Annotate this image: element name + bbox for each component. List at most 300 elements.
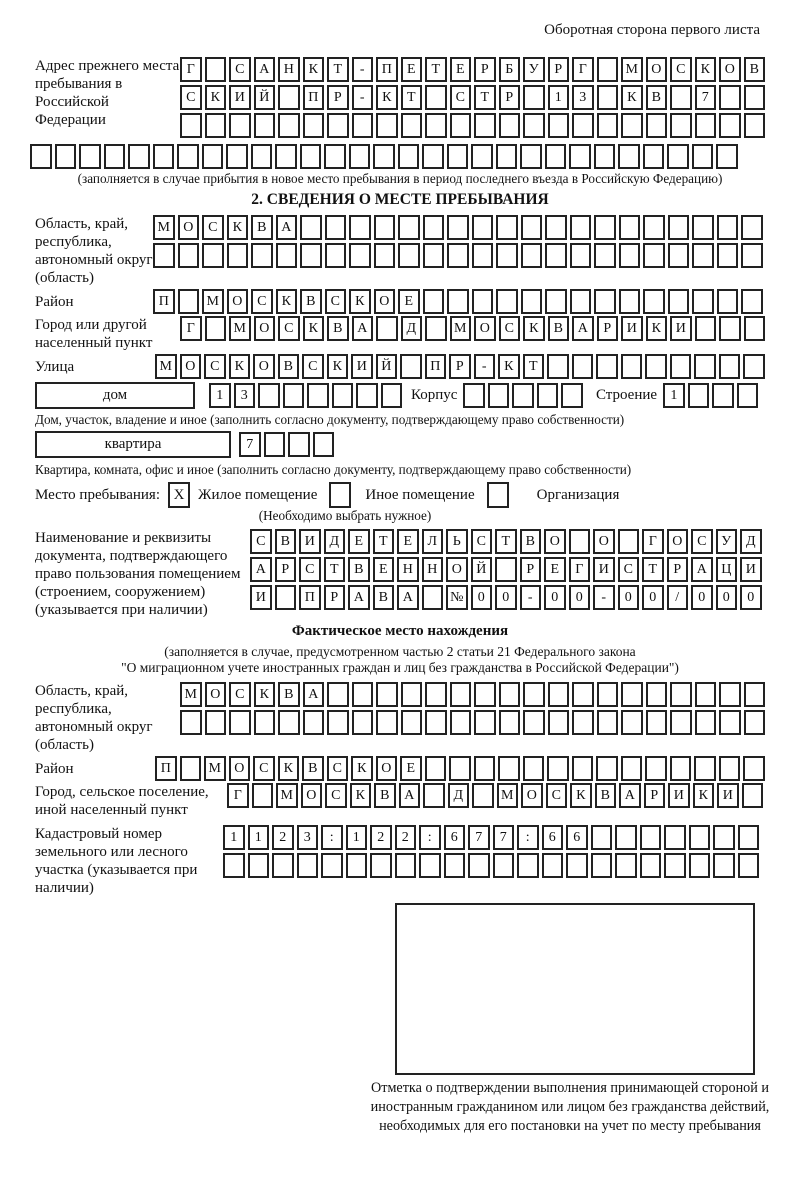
char-cell[interactable]: 0 [691, 585, 713, 610]
char-cell[interactable] [178, 243, 200, 268]
char-cell[interactable] [695, 316, 717, 341]
char-cell[interactable] [423, 783, 445, 808]
char-cell[interactable] [597, 113, 619, 138]
char-cell[interactable] [275, 585, 297, 610]
char-cell[interactable]: - [352, 57, 374, 82]
char-cell[interactable]: Р [327, 85, 349, 110]
char-cell[interactable] [79, 144, 101, 169]
char-cell[interactable]: О [205, 682, 227, 707]
char-cell[interactable]: Е [400, 756, 422, 781]
char-cell[interactable]: 7 [239, 432, 261, 457]
char-cell[interactable] [594, 289, 616, 314]
char-cell[interactable]: Н [397, 557, 419, 582]
char-cell[interactable]: О [446, 557, 468, 582]
char-cell[interactable]: О [227, 289, 249, 314]
char-cell[interactable]: Т [401, 85, 423, 110]
char-cell[interactable]: О [374, 289, 396, 314]
char-cell[interactable] [499, 682, 521, 707]
apartment-type-box[interactable]: квартира [35, 431, 231, 458]
char-cell[interactable] [444, 853, 466, 878]
char-cell[interactable] [254, 113, 276, 138]
char-cell[interactable]: Й [376, 354, 398, 379]
char-cell[interactable]: К [254, 682, 276, 707]
char-cell[interactable]: С [325, 289, 347, 314]
char-cell[interactable]: Д [401, 316, 423, 341]
char-cell[interactable] [264, 432, 286, 457]
char-cell[interactable] [300, 215, 322, 240]
char-cell[interactable]: И [670, 316, 692, 341]
char-cell[interactable] [640, 825, 662, 850]
char-cell[interactable]: А [276, 215, 298, 240]
char-cell[interactable] [472, 783, 494, 808]
char-cell[interactable] [744, 316, 766, 341]
char-cell[interactable] [741, 289, 763, 314]
char-cell[interactable] [313, 432, 335, 457]
char-cell[interactable] [177, 144, 199, 169]
char-cell[interactable] [419, 853, 441, 878]
char-cell[interactable] [572, 682, 594, 707]
char-cell[interactable] [621, 113, 643, 138]
char-cell[interactable] [496, 144, 518, 169]
char-cell[interactable] [321, 853, 343, 878]
char-cell[interactable] [717, 243, 739, 268]
char-cell[interactable]: Г [642, 529, 664, 554]
char-cell[interactable] [349, 243, 371, 268]
char-cell[interactable] [496, 243, 518, 268]
char-cell[interactable] [664, 825, 686, 850]
char-cell[interactable] [596, 354, 618, 379]
char-cell[interactable]: С [299, 557, 321, 582]
char-cell[interactable]: Д [448, 783, 470, 808]
char-cell[interactable] [566, 853, 588, 878]
char-cell[interactable]: К [498, 354, 520, 379]
char-cell[interactable] [423, 289, 445, 314]
char-cell[interactable]: 0 [740, 585, 762, 610]
char-cell[interactable] [670, 710, 692, 735]
char-cell[interactable]: Б [499, 57, 521, 82]
char-cell[interactable]: И [593, 557, 615, 582]
char-cell[interactable]: 7 [493, 825, 515, 850]
char-cell[interactable] [719, 85, 741, 110]
char-cell[interactable] [643, 289, 665, 314]
char-cell[interactable]: 1 [223, 825, 245, 850]
char-cell[interactable]: Т [324, 557, 346, 582]
char-cell[interactable] [664, 853, 686, 878]
char-cell[interactable] [738, 853, 760, 878]
char-cell[interactable] [512, 383, 534, 408]
checkbox-residential[interactable]: X [168, 482, 190, 508]
char-cell[interactable]: О [719, 57, 741, 82]
char-cell[interactable]: Й [471, 557, 493, 582]
char-cell[interactable]: А [619, 783, 641, 808]
char-cell[interactable]: К [523, 316, 545, 341]
char-cell[interactable]: 1 [209, 383, 231, 408]
char-cell[interactable]: В [374, 783, 396, 808]
char-cell[interactable] [474, 113, 496, 138]
char-cell[interactable] [719, 756, 741, 781]
char-cell[interactable]: № [446, 585, 468, 610]
char-cell[interactable]: Е [398, 289, 420, 314]
char-cell[interactable]: А [254, 57, 276, 82]
char-cell[interactable]: О [593, 529, 615, 554]
char-cell[interactable]: К [570, 783, 592, 808]
char-cell[interactable] [545, 243, 567, 268]
char-cell[interactable] [425, 710, 447, 735]
char-cell[interactable]: В [251, 215, 273, 240]
char-cell[interactable]: 1 [548, 85, 570, 110]
char-cell[interactable] [374, 215, 396, 240]
char-cell[interactable] [646, 682, 668, 707]
char-cell[interactable] [401, 113, 423, 138]
char-cell[interactable] [741, 215, 763, 240]
char-cell[interactable]: А [303, 682, 325, 707]
char-cell[interactable] [689, 853, 711, 878]
char-cell[interactable] [517, 853, 539, 878]
char-cell[interactable] [398, 215, 420, 240]
char-cell[interactable] [30, 144, 52, 169]
char-cell[interactable] [300, 144, 322, 169]
char-cell[interactable] [668, 215, 690, 240]
char-cell[interactable]: Р [644, 783, 666, 808]
char-cell[interactable] [128, 144, 150, 169]
char-cell[interactable]: - [520, 585, 542, 610]
char-cell[interactable]: К [205, 85, 227, 110]
char-cell[interactable] [523, 113, 545, 138]
char-cell[interactable]: С [327, 756, 349, 781]
char-cell[interactable]: Т [425, 57, 447, 82]
char-cell[interactable] [713, 853, 735, 878]
char-cell[interactable] [374, 243, 396, 268]
char-cell[interactable]: С [253, 756, 275, 781]
char-cell[interactable] [229, 113, 251, 138]
char-cell[interactable] [713, 825, 735, 850]
char-cell[interactable] [376, 316, 398, 341]
char-cell[interactable] [275, 144, 297, 169]
char-cell[interactable] [278, 113, 300, 138]
char-cell[interactable] [447, 144, 469, 169]
char-cell[interactable] [352, 113, 374, 138]
char-cell[interactable] [712, 383, 734, 408]
char-cell[interactable] [450, 113, 472, 138]
char-cell[interactable]: И [621, 316, 643, 341]
char-cell[interactable] [447, 289, 469, 314]
char-cell[interactable]: Ь [446, 529, 468, 554]
char-cell[interactable] [743, 756, 765, 781]
char-cell[interactable] [619, 215, 641, 240]
char-cell[interactable] [395, 853, 417, 878]
char-cell[interactable]: Д [740, 529, 762, 554]
char-cell[interactable]: Е [373, 557, 395, 582]
char-cell[interactable] [692, 144, 714, 169]
char-cell[interactable]: А [399, 783, 421, 808]
char-cell[interactable] [668, 289, 690, 314]
char-cell[interactable] [692, 289, 714, 314]
char-cell[interactable] [205, 710, 227, 735]
char-cell[interactable]: М [229, 316, 251, 341]
char-cell[interactable]: Т [523, 354, 545, 379]
char-cell[interactable] [694, 756, 716, 781]
char-cell[interactable] [307, 383, 329, 408]
char-cell[interactable] [597, 85, 619, 110]
char-cell[interactable]: 6 [566, 825, 588, 850]
char-cell[interactable] [223, 853, 245, 878]
char-cell[interactable] [743, 354, 765, 379]
char-cell[interactable] [689, 825, 711, 850]
char-cell[interactable]: 3 [572, 85, 594, 110]
char-cell[interactable]: - [474, 354, 496, 379]
char-cell[interactable] [180, 710, 202, 735]
char-cell[interactable]: К [646, 316, 668, 341]
char-cell[interactable] [352, 682, 374, 707]
char-cell[interactable] [615, 853, 637, 878]
char-cell[interactable] [447, 243, 469, 268]
char-cell[interactable]: К [695, 57, 717, 82]
char-cell[interactable]: И [740, 557, 762, 582]
char-cell[interactable]: К [327, 354, 349, 379]
char-cell[interactable] [449, 756, 471, 781]
char-cell[interactable]: Р [667, 557, 689, 582]
char-cell[interactable]: С [450, 85, 472, 110]
char-cell[interactable] [547, 354, 569, 379]
char-cell[interactable] [180, 113, 202, 138]
char-cell[interactable] [646, 113, 668, 138]
char-cell[interactable]: Т [373, 529, 395, 554]
char-cell[interactable] [521, 289, 543, 314]
char-cell[interactable] [719, 682, 741, 707]
char-cell[interactable] [178, 289, 200, 314]
char-cell[interactable] [717, 215, 739, 240]
char-cell[interactable]: К [276, 289, 298, 314]
char-cell[interactable]: В [595, 783, 617, 808]
char-cell[interactable]: У [716, 529, 738, 554]
char-cell[interactable] [474, 756, 496, 781]
char-cell[interactable] [474, 710, 496, 735]
char-cell[interactable] [570, 215, 592, 240]
char-cell[interactable] [719, 354, 741, 379]
char-cell[interactable] [521, 243, 543, 268]
char-cell[interactable] [205, 113, 227, 138]
char-cell[interactable]: Т [327, 57, 349, 82]
char-cell[interactable] [227, 243, 249, 268]
char-cell[interactable]: К [621, 85, 643, 110]
char-cell[interactable]: : [321, 825, 343, 850]
char-cell[interactable]: Р [597, 316, 619, 341]
char-cell[interactable]: 0 [716, 585, 738, 610]
char-cell[interactable]: О [544, 529, 566, 554]
char-cell[interactable] [521, 215, 543, 240]
char-cell[interactable] [670, 682, 692, 707]
char-cell[interactable] [545, 144, 567, 169]
char-cell[interactable]: А [352, 316, 374, 341]
char-cell[interactable]: Е [401, 57, 423, 82]
char-cell[interactable] [229, 710, 251, 735]
char-cell[interactable]: О [521, 783, 543, 808]
char-cell[interactable]: М [202, 289, 224, 314]
char-cell[interactable]: М [155, 354, 177, 379]
char-cell[interactable] [548, 710, 570, 735]
char-cell[interactable] [202, 243, 224, 268]
char-cell[interactable] [670, 113, 692, 138]
char-cell[interactable] [370, 853, 392, 878]
char-cell[interactable]: С [251, 289, 273, 314]
char-cell[interactable]: К [227, 215, 249, 240]
char-cell[interactable] [276, 243, 298, 268]
char-cell[interactable] [741, 243, 763, 268]
char-cell[interactable]: Г [180, 57, 202, 82]
char-cell[interactable] [619, 289, 641, 314]
char-cell[interactable] [719, 316, 741, 341]
char-cell[interactable]: М [450, 316, 472, 341]
char-cell[interactable]: И [229, 85, 251, 110]
char-cell[interactable] [254, 710, 276, 735]
char-cell[interactable] [570, 243, 592, 268]
char-cell[interactable]: П [153, 289, 175, 314]
char-cell[interactable] [499, 710, 521, 735]
char-cell[interactable]: В [548, 316, 570, 341]
char-cell[interactable] [591, 825, 613, 850]
char-cell[interactable] [692, 243, 714, 268]
char-cell[interactable] [572, 710, 594, 735]
char-cell[interactable] [523, 682, 545, 707]
char-cell[interactable] [352, 710, 374, 735]
char-cell[interactable]: В [278, 682, 300, 707]
char-cell[interactable]: И [351, 354, 373, 379]
char-cell[interactable] [376, 710, 398, 735]
char-cell[interactable] [621, 682, 643, 707]
char-cell[interactable]: О [180, 354, 202, 379]
char-cell[interactable]: Н [278, 57, 300, 82]
char-cell[interactable]: Р [499, 85, 521, 110]
char-cell[interactable] [591, 853, 613, 878]
char-cell[interactable]: С [618, 557, 640, 582]
char-cell[interactable]: И [250, 585, 272, 610]
char-cell[interactable] [325, 243, 347, 268]
char-cell[interactable] [499, 113, 521, 138]
char-cell[interactable]: Г [569, 557, 591, 582]
char-cell[interactable]: В [302, 756, 324, 781]
char-cell[interactable]: С [546, 783, 568, 808]
char-cell[interactable]: 3 [297, 825, 319, 850]
char-cell[interactable]: К [349, 289, 371, 314]
char-cell[interactable] [349, 144, 371, 169]
char-cell[interactable]: О [646, 57, 668, 82]
char-cell[interactable] [376, 113, 398, 138]
char-cell[interactable]: А [572, 316, 594, 341]
char-cell[interactable] [272, 853, 294, 878]
char-cell[interactable]: С [180, 85, 202, 110]
char-cell[interactable]: С [204, 354, 226, 379]
char-cell[interactable] [251, 243, 273, 268]
char-cell[interactable] [716, 144, 738, 169]
char-cell[interactable] [425, 113, 447, 138]
char-cell[interactable]: М [497, 783, 519, 808]
char-cell[interactable] [472, 289, 494, 314]
char-cell[interactable] [300, 243, 322, 268]
char-cell[interactable] [618, 529, 640, 554]
char-cell[interactable] [537, 383, 559, 408]
char-cell[interactable]: С [325, 783, 347, 808]
char-cell[interactable]: Г [227, 783, 249, 808]
char-cell[interactable] [356, 383, 378, 408]
char-cell[interactable]: 6 [444, 825, 466, 850]
char-cell[interactable] [523, 85, 545, 110]
char-cell[interactable]: К [278, 756, 300, 781]
char-cell[interactable] [670, 756, 692, 781]
char-cell[interactable] [251, 144, 273, 169]
char-cell[interactable] [545, 289, 567, 314]
char-cell[interactable]: С [302, 354, 324, 379]
char-cell[interactable]: 2 [370, 825, 392, 850]
char-cell[interactable]: Т [495, 529, 517, 554]
char-cell[interactable]: В [520, 529, 542, 554]
char-cell[interactable] [283, 383, 305, 408]
char-cell[interactable]: С [670, 57, 692, 82]
char-cell[interactable] [474, 682, 496, 707]
char-cell[interactable] [153, 243, 175, 268]
char-cell[interactable]: 0 [642, 585, 664, 610]
char-cell[interactable]: М [153, 215, 175, 240]
char-cell[interactable]: К [376, 85, 398, 110]
char-cell[interactable] [621, 354, 643, 379]
char-cell[interactable] [400, 354, 422, 379]
char-cell[interactable] [104, 144, 126, 169]
char-cell[interactable]: А [397, 585, 419, 610]
char-cell[interactable] [670, 85, 692, 110]
char-cell[interactable] [423, 215, 445, 240]
char-cell[interactable]: С [229, 682, 251, 707]
char-cell[interactable] [471, 144, 493, 169]
char-cell[interactable]: Р [520, 557, 542, 582]
char-cell[interactable]: 7 [695, 85, 717, 110]
char-cell[interactable] [202, 144, 224, 169]
char-cell[interactable] [744, 113, 766, 138]
char-cell[interactable]: И [668, 783, 690, 808]
char-cell[interactable] [346, 853, 368, 878]
char-cell[interactable] [205, 57, 227, 82]
char-cell[interactable] [373, 144, 395, 169]
char-cell[interactable] [621, 710, 643, 735]
char-cell[interactable] [327, 710, 349, 735]
char-cell[interactable] [594, 243, 616, 268]
char-cell[interactable]: О [229, 756, 251, 781]
char-cell[interactable] [401, 682, 423, 707]
char-cell[interactable]: Е [450, 57, 472, 82]
char-cell[interactable] [153, 144, 175, 169]
char-cell[interactable]: В [348, 557, 370, 582]
char-cell[interactable] [619, 243, 641, 268]
char-cell[interactable]: С [278, 316, 300, 341]
char-cell[interactable]: Г [572, 57, 594, 82]
char-cell[interactable]: К [693, 783, 715, 808]
char-cell[interactable] [572, 354, 594, 379]
char-cell[interactable] [498, 756, 520, 781]
char-cell[interactable]: М [276, 783, 298, 808]
char-cell[interactable] [450, 682, 472, 707]
checkbox-organization[interactable] [487, 482, 509, 508]
char-cell[interactable] [55, 144, 77, 169]
char-cell[interactable] [398, 144, 420, 169]
char-cell[interactable]: О [667, 529, 689, 554]
char-cell[interactable]: 1 [248, 825, 270, 850]
char-cell[interactable]: К [350, 783, 372, 808]
char-cell[interactable]: 0 [569, 585, 591, 610]
char-cell[interactable] [422, 585, 444, 610]
char-cell[interactable] [303, 113, 325, 138]
char-cell[interactable]: Р [275, 557, 297, 582]
char-cell[interactable] [425, 756, 447, 781]
char-cell[interactable]: 3 [234, 383, 256, 408]
char-cell[interactable]: С [202, 215, 224, 240]
